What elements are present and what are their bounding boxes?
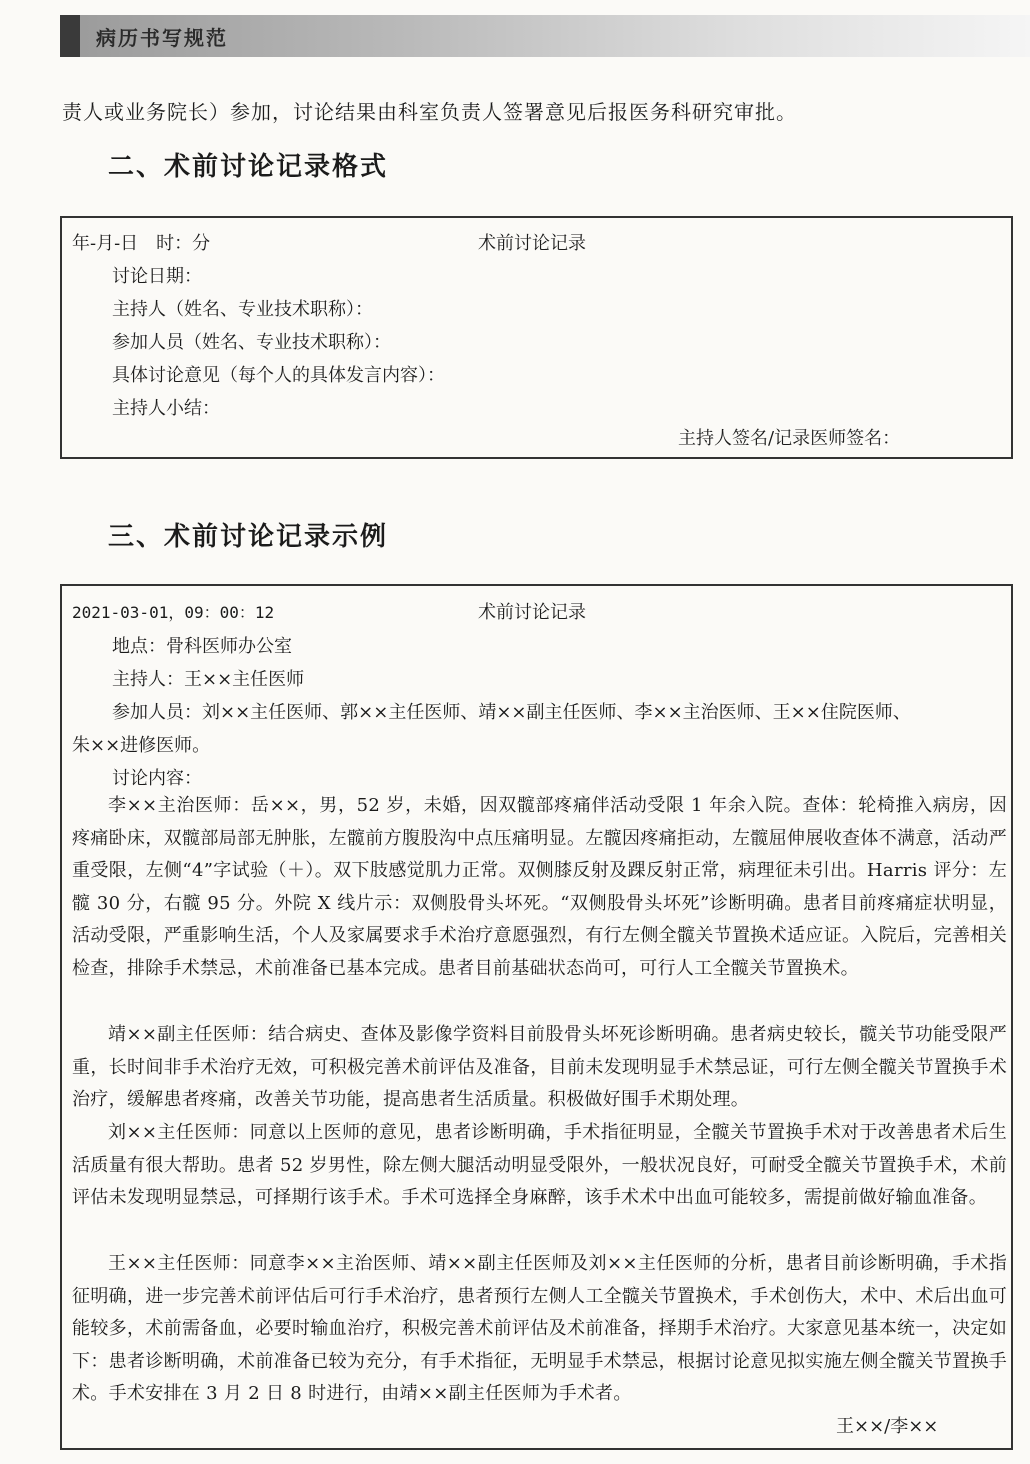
example-participants-line1: 参加人员：刘××主任医师、郭××主任医师、靖××副主任医师、李××主治医师、王××住院医师、 — [112, 702, 911, 723]
example-datetime: 2021-03-01，09：00：12 — [72, 603, 275, 622]
example-paragraph-4: 王××主任医师：同意李××主治医师、靖××副主任医师及刘××主任医师的分析，患者目前诊断明确，手术指征明确，进一步完善术前评估后可行手术治疗，患者预行左侧人工全髋关节置换术，手术创伤大，术中、术后出血可能较多，术前需备血，必要时输血治疗，积极完善术前评估及术前准备，择期手术治疗。大家意见基本统一，决定如下：患者诊断明确，术前准备已较为充分，有手术指征，无明显手术禁忌，根据讨论意见拟实施左侧全髋关节置换手术。手术安排在 3 月 2 日 8 时进行，由靖××副主任医师为手术者。 — [72, 1253, 1007, 1405]
example-paragraph-1: 李××主治医师：岳××，男，52 岁，未婚，因双髋部疼痛伴活动受限 1 年余入院。查体：轮椅推入病房，因疼痛卧床，双髋部局部无肿胀，左髋前方腹股沟中点压痛明显。左髋因疼痛拒动，左髋屈伸展收查体不满意，活动严重受限，左侧“4”字试验（＋）。双下肢感觉肌力正常。双侧膝反射及踝反射正常，病理征未引出。Harris 评分：左髋 30 分，右髋 95 分。外院 X 线片示：双侧股骨头坏死。“双侧股骨头坏死”诊断明确。患者目前疼痛症状明显，活动受限，严重影响生活，个人及家属要求手术治疗意愿强烈，有行左侧全髋关节置换术适应证。入院后，完善相关检查，排除手术禁忌，术前准备已基本完成。患者目前基础状态尚可，可行人工全髋关节置换术。 — [72, 795, 1007, 979]
example-location: 地点：骨科医师办公室 — [112, 636, 292, 657]
format-field-summary: 主持人小结： — [112, 398, 220, 419]
section2-heading: 二、术前讨论记录格式 — [108, 152, 389, 182]
page-header-bar — [60, 15, 1030, 57]
example-record-title: 术前讨论记录 — [478, 602, 586, 623]
example-record-box — [60, 584, 1013, 1450]
format-field-opinions: 具体讨论意见（每个人的具体发言内容）： — [112, 365, 445, 386]
example-signature: 王××/李×× — [836, 1416, 939, 1437]
intro-text: 责人或业务院长）参加，讨论结果由科室负责人签署意见后报医务科研究审批。 — [62, 100, 797, 124]
format-signature: 主持人签名/记录医师签名： — [678, 428, 901, 449]
header-marker — [60, 15, 80, 57]
format-field-date: 讨论日期： — [112, 266, 202, 287]
example-participants-line2: 朱××进修医师。 — [72, 735, 211, 756]
format-record-title: 术前讨论记录 — [478, 233, 586, 254]
section3-heading: 三、术前讨论记录示例 — [108, 522, 389, 552]
format-datetime: 年-月-日 时：分 — [72, 233, 211, 254]
format-field-host: 主持人（姓名、专业技术职称）： — [112, 299, 373, 320]
format-field-participants: 参加人员（姓名、专业技术职称）： — [112, 332, 391, 353]
format-template-box — [60, 216, 1013, 459]
example-content-label: 讨论内容： — [112, 768, 202, 789]
header-title: 病历书写规范 — [96, 26, 228, 50]
example-paragraph-2: 靖××副主任医师：结合病史、查体及影像学资料目前股骨头坏死诊断明确。患者病史较长，髋关节功能受限严重，长时间非手术治疗无效，可积极完善术前评估及准备，目前未发现明显手术禁忌证，可行左侧全髋关节置换手术治疗，缓解患者疼痛，改善关节功能，提高患者生活质量。积极做好围手术期处理。 — [72, 1024, 1007, 1111]
example-paragraph-3: 刘××主任医师：同意以上医师的意见，患者诊断明确，手术指征明显，全髋关节置换手术对于改善患者术后生活质量有很大帮助。患者 52 岁男性，除左侧大腿活动明显受限外，一般状况良好，可耐受全髋关节置换手术，术前评估未发现明显禁忌，可择期行该手术。手术可选择全身麻醉，该手术术中出血可能较多，需提前做好输血准备。 — [72, 1122, 1007, 1209]
example-host: 主持人：王××主任医师 — [112, 669, 305, 690]
